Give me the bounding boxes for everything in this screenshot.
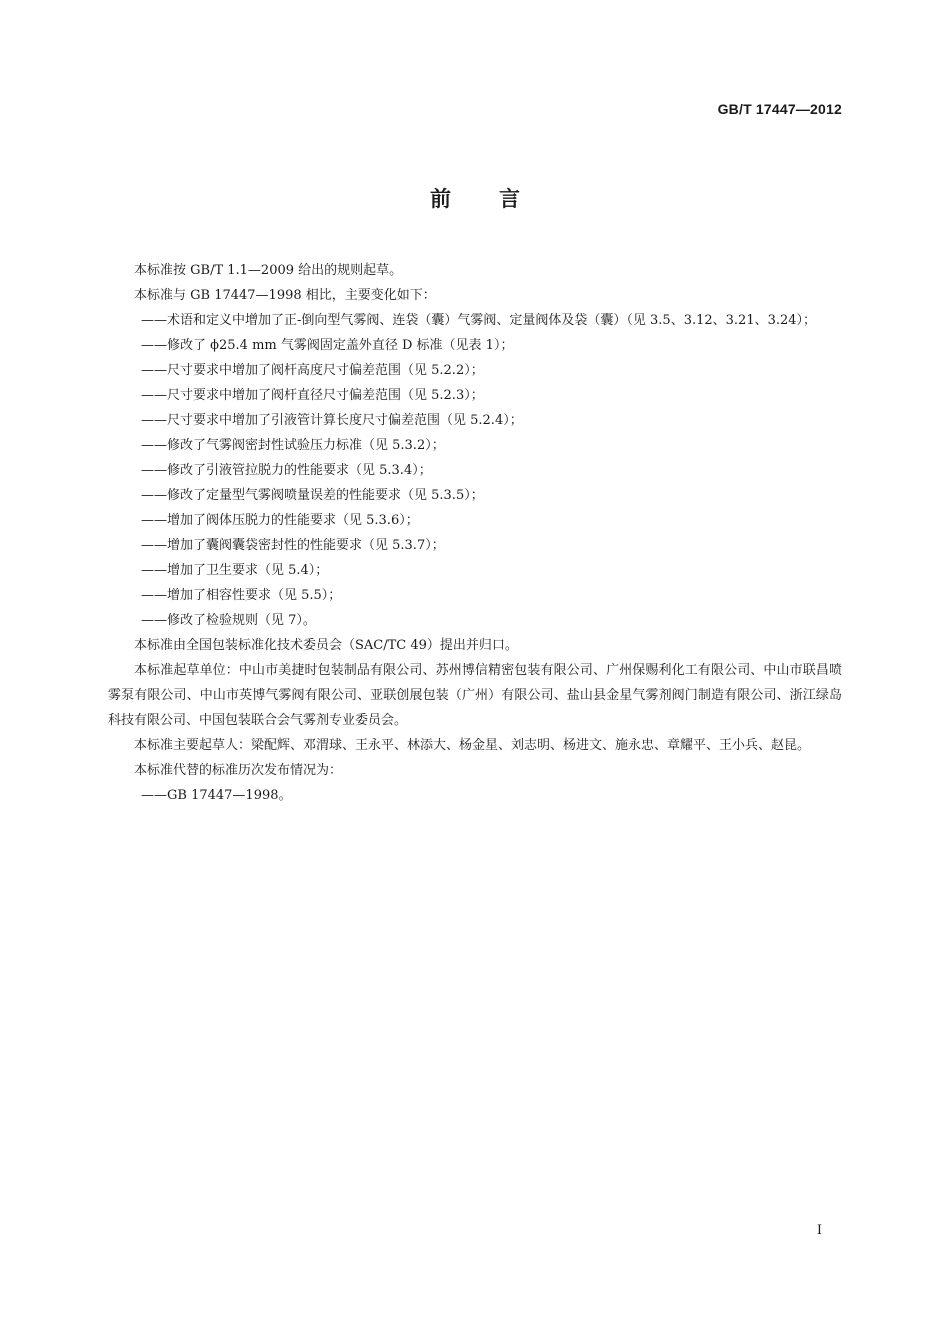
change-item: ——术语和定义中增加了正-倒向型气雾阀、连袋（囊）气雾阀、定量阀体及袋（囊）（见 3.5、3.12、3.21、3.24）； [141,313,817,328]
paragraph-drafters: 本标准主要起草人：梁配辉、邓渭球、王永平、林添大、杨金星、刘志明、杨进文、施永忠、章耀平、王小兵、赵昆。 [134,738,811,753]
change-item: ——修改了定量型气雾阀喷量误差的性能要求（见 5.3.5）； [141,488,484,503]
change-item: ——尺寸要求中增加了阀杆直径尺寸偏差范围（见 5.2.3）； [141,388,484,403]
change-item: ——增加了相容性要求（见 5.5）； [141,588,342,603]
page-number: I [816,1223,822,1238]
change-item: ——修改了 ϕ25.4 mm 气雾阀固定盖外直径 D 标准（见表 1）； [141,338,514,353]
paragraph-changes-intro: 本标准与 GB 17447—1998 相比，主要变化如下： [134,288,436,303]
paragraph-drafting-units: 本标准起草单位：中山市美捷时包装制品有限公司、苏州博信精密包装有限公司、广州保赐利化工有限公司、中山市联昌喷雾泵有限公司、中山市英博气雾阀有限公司、亚联创展包装（广州）有限公司、盐山县金星气雾剂阀门制造有限公司、浙江绿岛科技有限公司、中国包装联合会气雾剂专业委员会。 [108,663,842,728]
document-body [108,258,842,808]
change-item: ——增加了囊阀囊袋密封性的性能要求（见 5.3.7）； [141,538,445,553]
paragraph-history-intro: 本标准代替的标准历次发布情况为： [134,763,343,778]
change-item: ——修改了检验规则（见 7）。 [141,613,316,628]
change-item: ——尺寸要求中增加了阀杆高度尺寸偏差范围（见 5.2.2）； [141,363,484,378]
paragraph-committee: 本标准由全国包装标准化技术委员会（SAC/TC 49）提出并归口。 [134,638,518,653]
standard-code: GB/T 17447—2012 [717,101,842,117]
change-item: ——增加了阀体压脱力的性能要求（见 5.3.6）； [141,513,419,528]
page-title: 前言 [430,187,568,211]
paragraph-drafting-rules: 本标准按 GB/T 1.1—2009 给出的规则起草。 [134,263,403,278]
change-item: ——修改了引液管拉脱力的性能要求（见 5.3.4）； [141,463,432,478]
change-item: ——增加了卫生要求（见 5.4）； [141,563,329,578]
history-item: ——GB 17447—1998。 [141,788,292,803]
change-item: ——修改了气雾阀密封性试验压力标准（见 5.3.2）； [141,438,445,453]
change-item: ——尺寸要求中增加了引液管计算长度尺寸偏差范围（见 5.2.4）； [141,413,523,428]
